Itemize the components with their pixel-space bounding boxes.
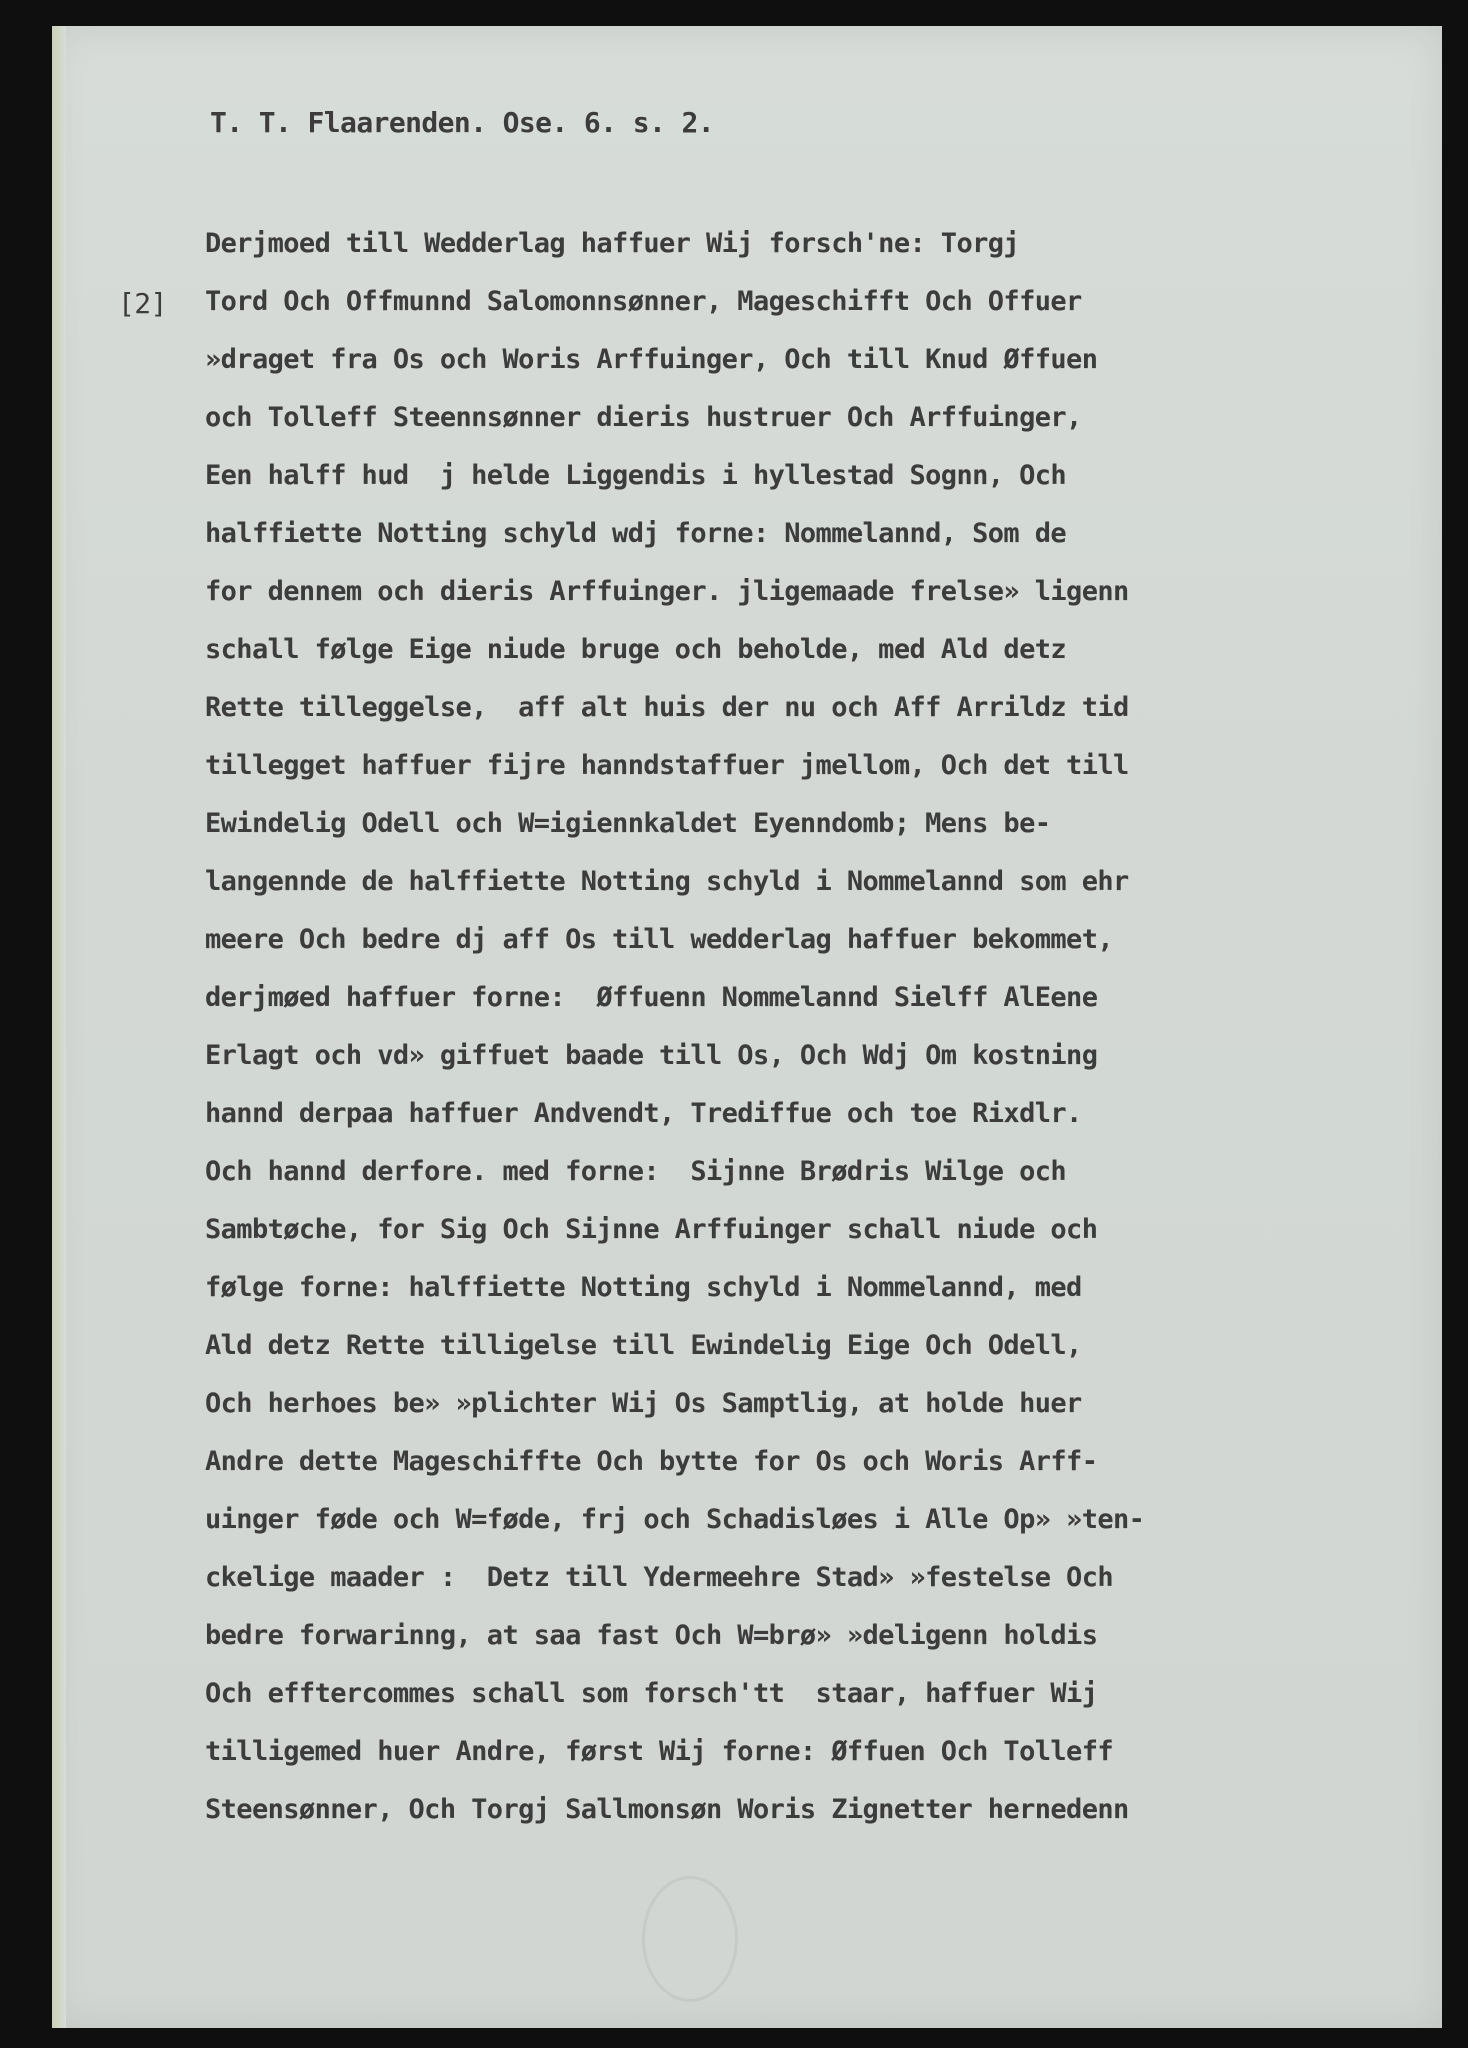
text-line: for dennem och dieris Arffuinger. jligemaade frelse» ligenn (205, 576, 1129, 607)
text-line: »draget fra Os och Woris Arffuinger, Och till Knud Øffuen (205, 344, 1098, 375)
text-line: hannd derpaa haffuer Andvendt, Trediffue och toe Rixdlr. (205, 1098, 1082, 1129)
margin-note: [2] (118, 287, 167, 320)
text-line: tilligemed huer Andre, først Wij forne: Øffuen Och Tolleff (205, 1736, 1114, 1767)
text-line: Erlagt och vd» giffuet baade till Os, Och Wdj Om kostning (205, 1040, 1098, 1071)
text-line: Een halff hud j helde Liggendis i hyllestad Sognn, Och (205, 460, 1067, 491)
text-line: følge forne: halffiette Notting schyld i Nommelannd, med (205, 1272, 1082, 1303)
text-line: Andre dette Mageschiffte Och bytte for Os och Woris Arff- (205, 1446, 1098, 1477)
text-line: Och herhoes be» »plichter Wij Os Samptlig, at holde huer (205, 1388, 1082, 1419)
text-line: derjmøed haffuer forne: Øffuenn Nommelannd Sielff AlEene (205, 982, 1098, 1013)
text-line: Tord Och Offmunnd Salomonnsønner, Mageschifft Och Offuer (205, 286, 1082, 317)
text-line: Steensønner, Och Torgj Sallmonsøn Woris Zignetter hernedenn (205, 1794, 1129, 1825)
text-line: Sambtøche, for Sig Och Sijnne Arffuinger schall niude och (205, 1214, 1098, 1245)
text-line: Ewindelig Odell och W=igiennkaldet Eyenndomb; Mens be- (205, 808, 1051, 839)
text-line: Derjmoed till Wedderlag haffuer Wij forsch'ne: Torgj (205, 228, 1020, 259)
text-line: tillegget haffuer fijre hanndstaffuer jmellom, Och det till (205, 750, 1129, 781)
text-line: bedre forwarinng, at saa fast Och W=brø» »deligenn holdis (205, 1620, 1098, 1651)
document-page (52, 26, 1442, 2028)
text-line: Ald detz Rette tilligelse till Ewindelig Eige Och Odell, (205, 1330, 1082, 1361)
text-line: schall følge Eige niude bruge och beholde, med Ald detz (205, 634, 1067, 665)
text-line: meere Och bedre dj aff Os till wedderlag haffuer bekommet, (205, 924, 1114, 955)
text-line: Och hannd derfore. med forne: Sijnne Brødris Wilge och (205, 1156, 1067, 1187)
text-line: uinger føde och W=føde, frj och Schadisløes i Alle Op» »ten- (205, 1504, 1145, 1535)
faint-stamp-shadow (642, 1876, 738, 2002)
document-heading: T. T. Flaarenden. Ose. 6. s. 2. (210, 106, 714, 139)
text-line: och Tolleff Steennsønner dieris hustruer Och Arffuinger, (205, 402, 1082, 433)
text-line: ckelige maader : Detz till Ydermeehre Stad» »festelse Och (205, 1562, 1114, 1593)
text-line: Rette tilleggelse, aff alt huis der nu och Aff Arrildz tid (205, 692, 1129, 723)
text-line: halffiette Notting schyld wdj forne: Nommelannd, Som de (205, 518, 1067, 549)
text-line: langennde de halffiette Notting schyld i Nommelannd som ehr (205, 866, 1129, 897)
text-line: Och efftercommes schall som forsch'tt staar, haffuer Wij (205, 1678, 1098, 1709)
